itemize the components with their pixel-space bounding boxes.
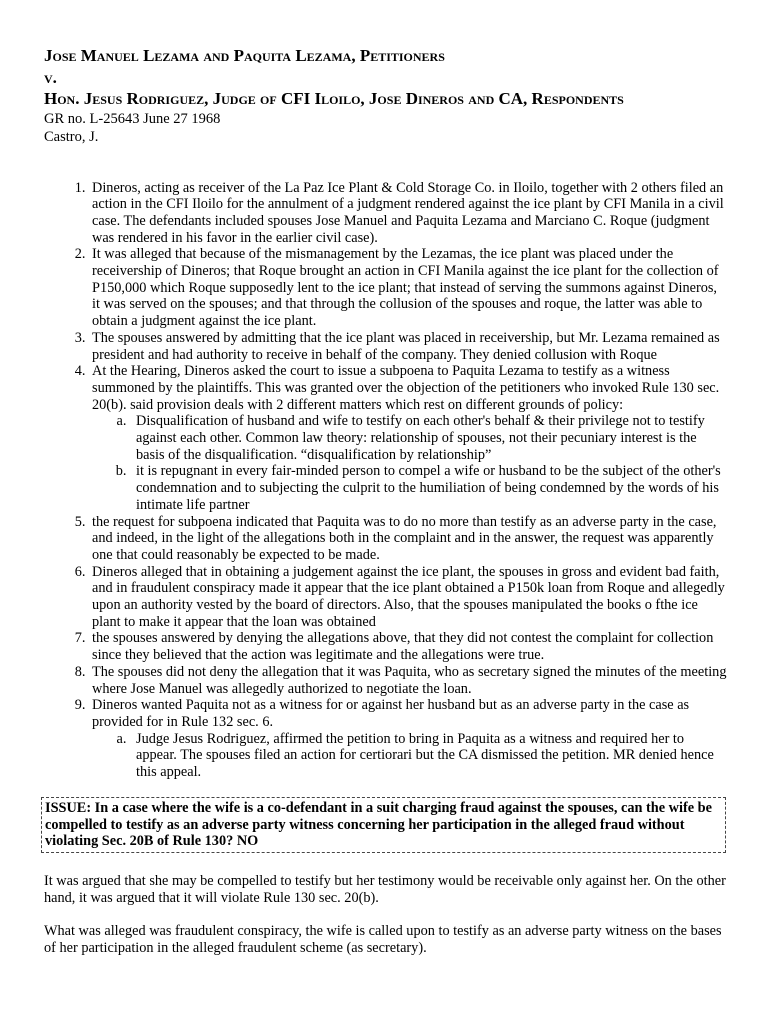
list-item [89, 330, 728, 363]
list-item-text: Dineros alleged that in obtaining a judgement against the ice plant, the spouses in gross and evident bad faith, and in fraudulent conspiracy made it appear that the ice plant obtained a P150k loan from Roque and allegedly upon an authority vested by the board of directors. Also, that the spouses manipulated the books o fthe ice plant to make it appear that the loan was obtained [92, 563, 725, 630]
list-item-text: Dineros, acting as receiver of the La Paz Ice Plant & Cold Storage Co. in Iloilo, together with 2 others filed an action in the CFI Iloilo for the annulment of a judgment rendered against the ice plant by CFI Manila in a civil case. The defendants included spouses Jose Manuel and Paquita Lezama and Marciano C. Roque (judgment was rendered in his favor in the earlier civil case). [92, 179, 724, 246]
list-item-text: The spouses did not deny the allegation that it was Paquita, who as secretary signed the minutes of the meeting where Jose Manuel was allegedly authorized to negotiate the loan. [92, 663, 727, 697]
sub-list-item-text: Disqualification of husband and wife to testify on each other's behalf & their privilege not to testify against each other. Common law theory: relationship of spouses, not their pecuniary interest is the basis of the disqualification. “disqualification by relationship” [136, 413, 705, 463]
respondents-line: Hon. Jesus Rodriguez, Judge of CFI Iloilo, Jose Dineros and CA, Respondents [44, 89, 624, 108]
list-item-text: The spouses answered by admitting that the ice plant was placed in receivership, but Mr. Lezama remained as president and had authority to receive in behalf of the company. They denied collusion with Roque [92, 329, 720, 363]
list-item [89, 363, 728, 513]
sub-list [92, 413, 728, 513]
list-item [89, 664, 728, 697]
sub-list-item [130, 413, 728, 463]
case-meta [44, 110, 728, 146]
case-caption [44, 45, 728, 110]
gr-number: GR no. L-25643 June 27 1968 [44, 110, 221, 127]
sub-list [92, 731, 728, 781]
list-item [89, 180, 728, 247]
issue-box [41, 797, 726, 853]
petitioners-line: Jose Manuel Lezama and Paquita Lezama, Petitioners [44, 46, 445, 65]
list-item [89, 564, 728, 631]
argument-paragraph: It was argued that she may be compelled to testify but her testimony would be receivable only against her. On the other hand, it was argued that it will violate Rule 130 sec. 20(b). [44, 872, 726, 906]
list-item-text: the request for subpoena indicated that Paquita was to do no more than testify as an adverse party in the case, and indeed, in the light of the allegations both in the complaint and in the answer, the request was apparently one that could reasonably be expected to be made. [92, 513, 717, 563]
issue-text: ISSUE: In a case where the wife is a co-defendant in a suit charging fraud against the spouses, can the wife be compelled to testify as an adverse party witness concerning her participation in the alleged fraud without violating Sec. 20B of Rule 130? NO [45, 799, 712, 850]
list-item-text: the spouses answered by denying the allegations above, that they did not contest the complaint for collection since they believed that the action was legitimate and the allegations were true. [92, 630, 714, 664]
sub-list-item-text: it is repugnant in every fair-minded person to compel a wife or husband to be the subject of the other's condemnation and to subjecting the culprit to the humiliation of being condemned by the words of his intimate life partner [136, 463, 721, 513]
sub-list-item [130, 463, 728, 513]
versus-line: v. [44, 67, 57, 87]
list-item-text: At the Hearing, Dineros asked the court to issue a subpoena to Paquita Lezama to testify as a witness summoned by the plaintiffs. This was granted over the objection of the petitioners who invoked Rule 130 sec. 20(b). said provision deals with 2 different matters which rest on different grounds of policy: [92, 363, 720, 413]
conclusion-paragraph: What was alleged was fraudulent conspiracy, the wife is called upon to testify as an adverse party witness on the bases of her participation in the alleged fraudulent scheme (as secretary). [44, 923, 722, 957]
list-item [89, 514, 728, 564]
list-item-text: Dineros wanted Paquita not as a witness for or against her husband but as an adverse party in the case as provided for in Rule 132 sec. 6. [92, 697, 690, 730]
list-item-text: It was alleged that because of the mismanagement by the Lezamas, the ice plant was placed under the receivership of Dineros; that Roque brought an action in CFI Manila against the ice plant for the collection of P150,000 which Roque supposedly lent to the ice plant; that instead of serving the summons against Dineros, it was served on the spouses; and that through the collusion of the spouses and roque, the latter was able to obtain a judgment against the ice plant. [92, 246, 719, 330]
facts-list [44, 180, 728, 781]
sub-list-item-text: Judge Jesus Rodriguez, affirmed the petition to bring in Paquita as a witness and required her to appear. The spouses filed an action for certiorari but the CA dismissed the petition. MR denied hence this appeal. [136, 730, 714, 781]
sub-list-item [130, 731, 728, 781]
list-item [89, 246, 728, 330]
list-item [89, 630, 728, 663]
ponente: Castro, J. [44, 128, 99, 145]
list-item [89, 697, 728, 781]
